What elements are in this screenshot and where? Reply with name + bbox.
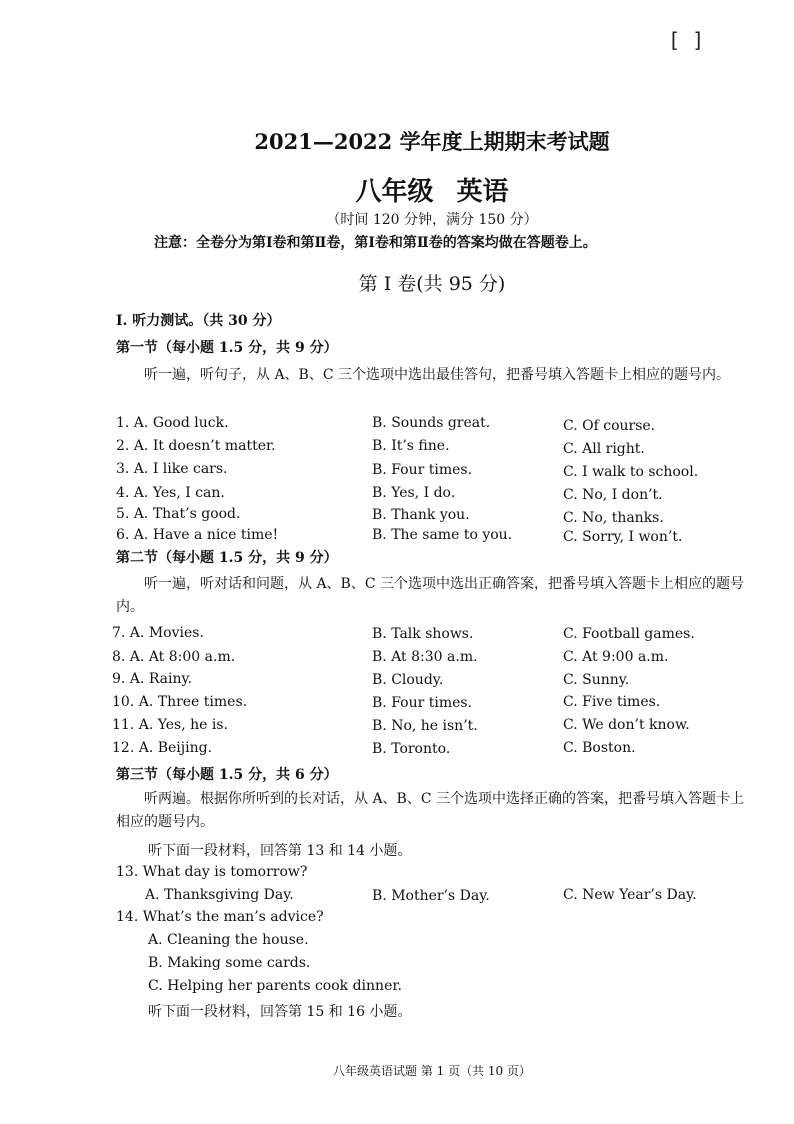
q8-b: B. At 8:30 a.m.	[372, 649, 478, 665]
q3-a: 3. A. I like cars.	[116, 461, 228, 477]
time-note: （时间 120 分钟，满分 150 分）	[326, 212, 538, 228]
q5-a: 5. A. That’s good.	[116, 506, 241, 522]
q1-a: 1. A. Good luck.	[116, 415, 229, 431]
q6-b: B. The same to you.	[372, 527, 513, 543]
corner-mark: [ ]	[668, 28, 705, 52]
q7-b: B. Talk shows.	[372, 626, 474, 642]
s3-material-1: 听下面一段材料，回答第 13 和 14 小题。	[148, 843, 412, 859]
q13-c: C. New Year’s Day.	[563, 887, 697, 903]
q4-a: 4. A. Yes, I can.	[116, 485, 225, 501]
q11-c: C. We don’t know.	[563, 717, 690, 733]
q8-c: C. At 9:00 a.m.	[563, 649, 669, 665]
exam-title: 2021—2022 学年度上期期末考试题	[254, 129, 610, 154]
q14-a: A. Cleaning the house.	[148, 932, 309, 948]
q11-a: 11. A. Yes, he is.	[112, 717, 228, 733]
s3-instruction: 听两遍。根据你所听到的长对话，从 A、B、C 三个选项中选择正确的答案，把番号填入答题卡上相应的题号内。	[116, 791, 745, 830]
s3-heading: 第三节（每小题 1.5 分，共 6 分）	[116, 767, 338, 783]
q7-c: C. Football games.	[563, 626, 695, 642]
q9-a: 9. A. Rainy.	[112, 671, 193, 687]
q4-c: C. No, I don’t.	[563, 487, 663, 503]
q12-b: B. Toronto.	[372, 741, 451, 757]
q5-b: B. Thank you.	[372, 507, 470, 523]
q11-b: B. No, he isn’t.	[372, 718, 478, 734]
q4-b: B. Yes, I do.	[372, 485, 456, 501]
q9-b: B. Cloudy.	[372, 672, 444, 688]
q13-b: B. Mother’s Day.	[372, 888, 490, 904]
s1-heading: 第一节（每小题 1.5 分，共 9 分）	[116, 340, 338, 356]
q12-c: C. Boston.	[563, 740, 636, 756]
q2-a: 2. A. It doesn’t matter.	[116, 438, 276, 454]
q3-c: C. I walk to school.	[563, 464, 699, 480]
section-heading: I. 听力测试。（共 30 分）	[116, 313, 281, 329]
q13-stem: 13. What day is tomorrow?	[116, 864, 308, 880]
attention-note: 注意：全卷分为第Ⅰ卷和第Ⅱ卷，第Ⅰ卷和第Ⅱ卷的答案均做在答题卷上。	[154, 235, 597, 251]
q3-b: B. Four times.	[372, 462, 473, 478]
q7-a: 7. A. Movies.	[112, 625, 204, 641]
q14-b: B. Making some cards.	[148, 955, 311, 971]
q8-a: 8. A. At 8:00 a.m.	[112, 649, 236, 665]
q1-b: B. Sounds great.	[372, 415, 491, 431]
q14-stem: 14. What’s the man’s advice?	[116, 909, 324, 925]
q9-c: C. Sunny.	[563, 672, 630, 688]
q10-b: B. Four times.	[372, 695, 473, 711]
q2-b: B. It’s fine.	[372, 438, 450, 454]
s2-instruction: 听一遍，听对话和问题，从 A、B、C 三个选项中选出正确答案，把番号填入答题卡上相应的题号内。	[116, 576, 745, 615]
exam-subject: 八年级 英语	[355, 177, 509, 207]
q6-c: C. Sorry, I won’t.	[563, 529, 683, 545]
part-title: 第 I 卷(共 95 分)	[358, 273, 506, 295]
q10-a: 10. A. Three times.	[112, 694, 248, 710]
q14-c: C. Helping her parents cook dinner.	[148, 978, 402, 994]
q13-a: A. Thanksgiving Day.	[145, 887, 294, 903]
q10-c: C. Five times.	[563, 694, 661, 710]
s2-heading: 第二节（每小题 1.5 分，共 9 分）	[116, 550, 338, 566]
q5-c: C. No, thanks.	[563, 510, 664, 526]
s3-material-2: 听下面一段材料，回答第 15 和 16 小题。	[148, 1004, 412, 1020]
q12-a: 12. A. Beijing.	[112, 740, 213, 756]
q6-a: 6. A. Have a nice time!	[116, 527, 279, 543]
q2-c: C. All right.	[563, 441, 645, 457]
q1-c: C. Of course.	[563, 418, 656, 434]
page-footer: 八年级英语试题 第 1 页（共 10 页）	[333, 1064, 531, 1078]
s1-instruction: 听一遍，听句子，从 A、B、C 三个选项中选出最佳答句，把番号填入答题卡上相应的题号内。	[144, 367, 731, 383]
